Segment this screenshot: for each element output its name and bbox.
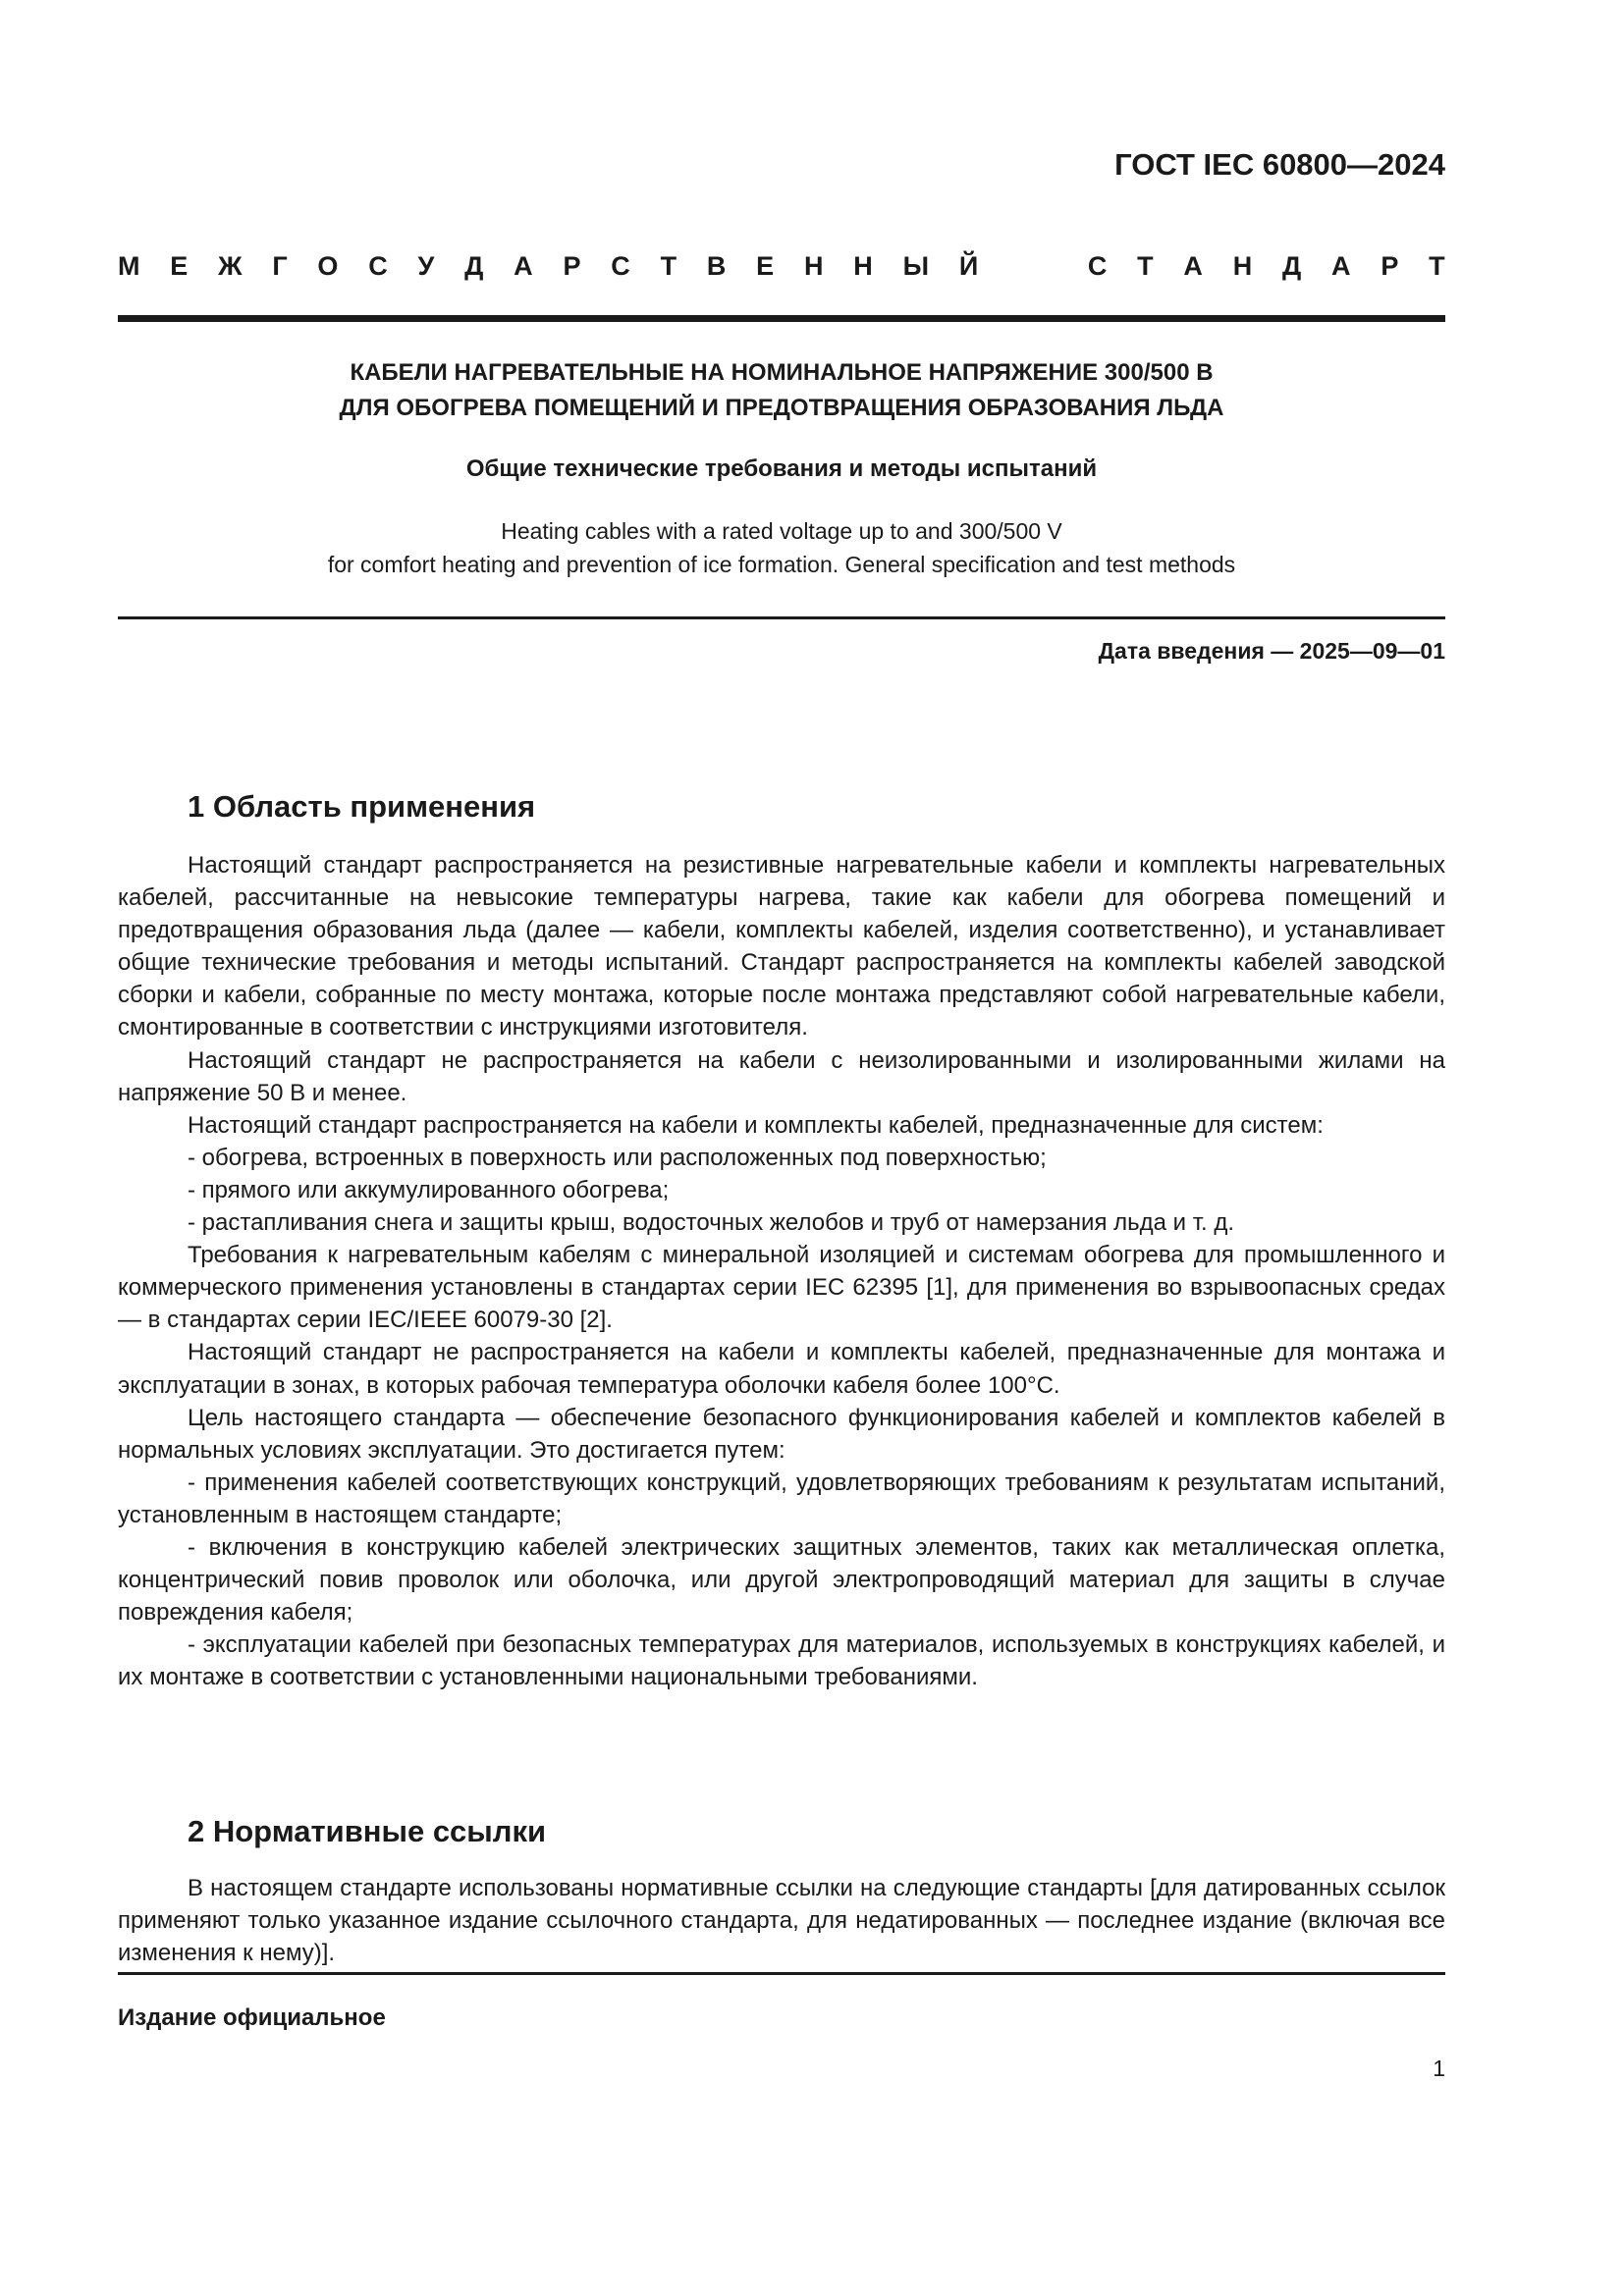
- paragraph: В настоящем стандарте использованы нормативные ссылки на следующие стандарты [для датированных ссылок применяют только указанное издание ссылочного стандарта, для недатированных — последнее издание (включая все изменения к нему)].: [118, 1875, 1445, 1967]
- paragraph: Цель настоящего стандарта — обеспечение безопасного функционирования кабелей и комплектов кабелей в нормальных условиях эксплуатации. Это достигается путем:: [118, 1404, 1445, 1464]
- banner-letter: С: [611, 251, 630, 281]
- english-title-line: for comfort heating and prevention of ice formation. General specification and test methods: [327, 552, 1236, 577]
- title-line: ДЛЯ ОБОГРЕВА ПОМЕЩЕНИЙ И ПРЕДОТВРАЩЕНИЯ ОБРАЗОВАНИЯ ЛЬДА: [339, 395, 1224, 421]
- list-item: - эксплуатации кабелей при безопасных температурах для материалов, используемых в конструкциях кабелей, и их монтаже в соответствии с установленными национальными требованиями.: [118, 1631, 1445, 1691]
- banner-letter: Т: [660, 251, 677, 281]
- list-item: - применения кабелей соответствующих конструкций, удовлетворяющих требованиям к результатам испытаний, установленным в настоящем стандарте;: [118, 1468, 1445, 1528]
- interstate-standard-banner: [118, 251, 1445, 282]
- paragraph: Настоящий стандарт распространяется на резистивные нагревательные кабели и комплекты нагревательных кабелей, рассчитанные на невысокие температуры нагрева, такие как кабели для обогрева помещений и предотвращения образования льда (далее — кабели, комплекты кабелей, изделия соответственно), и устанавливает общие технические требования и методы испытаний. Стандарт распространяется на комплекты кабелей заводской сборки и кабели, собранные по месту монтажа, которые после монтажа представляют собой нагревательные кабели, смонтированные в соответствии с инструкциями изготовителя.: [118, 852, 1445, 1041]
- banner-letter: Й: [958, 251, 979, 281]
- standard-number: ГОСТ IEC 60800—2024: [1114, 147, 1445, 182]
- document-subtitle: Общие технические требования и методы испытаний: [465, 455, 1098, 482]
- banner-letter: Ж: [218, 251, 243, 281]
- banner-letter: Е: [170, 251, 189, 281]
- footer-rule: [118, 1972, 1445, 1975]
- section-body-scope: [118, 849, 1445, 1693]
- banner-letter: Н: [803, 251, 824, 281]
- banner-letter: Д: [1282, 251, 1302, 281]
- banner-letter: Ы: [902, 251, 930, 281]
- list-item: - растапливания снега и защиты крыш, водосточных желобов и труб от намерзания льда и т. д.: [188, 1209, 1235, 1237]
- official-edition-label: Издание официальное: [118, 2004, 386, 2031]
- banner-letter: Г: [272, 251, 288, 281]
- section-body-references: [118, 1872, 1445, 1969]
- banner-letter: Н: [1232, 251, 1253, 281]
- list-item: - обогрева, встроенных в поверхность или расположенных под поверхностью;: [188, 1144, 1047, 1171]
- banner-letter: С: [1087, 251, 1108, 281]
- banner-word-gap: [1008, 251, 1057, 282]
- banner-letter: Р: [563, 251, 581, 281]
- paragraph: Настоящий стандарт распространяется на кабели и комплекты кабелей, предназначенные для систем:: [188, 1111, 1324, 1139]
- banner-letter: Т: [1137, 251, 1154, 281]
- page-number: 1: [1433, 2056, 1445, 2081]
- title-line: КАБЕЛИ НАГРЕВАТЕЛЬНЫЕ НА НОМИНАЛЬНОЕ НАПРЯЖЕНИЕ 300/500 В: [350, 359, 1214, 386]
- document-title: [118, 355, 1445, 426]
- banner-letter: С: [368, 251, 388, 281]
- banner-letter: Р: [1380, 251, 1399, 281]
- banner-letter: О: [317, 251, 339, 281]
- banner-letter: Д: [464, 251, 484, 281]
- banner-letter: А: [1183, 251, 1203, 281]
- banner-letter: Т: [1429, 251, 1445, 281]
- list-item: - включения в конструкцию кабелей электрических защитных элементов, таких как металлическая оплетка, концентрический повив проволок или оболочка, или другой электропроводящий материал для защиты в случае повреждения кабеля;: [118, 1533, 1445, 1627]
- introduction-date: Дата введения — 2025—09—01: [1098, 638, 1445, 664]
- paragraph: Настоящий стандарт не распространяется на кабели и комплекты кабелей, предназначенные для монтажа и эксплуатации в зонах, в которых рабочая температура оболочки кабеля более 100°С.: [118, 1339, 1445, 1399]
- banner-letter: Н: [853, 251, 873, 281]
- banner-letter: У: [417, 251, 435, 281]
- banner-letter: В: [706, 251, 727, 281]
- title-rule: [118, 616, 1445, 619]
- banner-letter: Е: [756, 251, 775, 281]
- english-title-line: Heating cables with a rated voltage up to and 300/500 V: [501, 518, 1062, 544]
- banner-letter: М: [118, 251, 140, 281]
- english-title: [118, 514, 1445, 581]
- paragraph: Настоящий стандарт не распространяется на кабели с неизолированными и изолированными жилами на напряжение 50 В и менее.: [118, 1046, 1445, 1106]
- banner-letter: А: [514, 251, 533, 281]
- section-heading-references: 2 Нормативные ссылки: [188, 1814, 547, 1848]
- section-heading-scope: 1 Область применения: [188, 789, 536, 824]
- list-item: - прямого или аккумулированного обогрева;: [188, 1176, 670, 1203]
- header-rule: [118, 315, 1445, 322]
- paragraph: Требования к нагревательным кабелям с минеральной изоляцией и системам обогрева для промышленного и коммерческого применения установлены в стандартах серии IEC 62395 [1], для применения во взрывоопасных средах — в стандартах серии IEC/IEEE 60079-30 [2].: [118, 1242, 1445, 1334]
- banner-letter: А: [1331, 251, 1351, 281]
